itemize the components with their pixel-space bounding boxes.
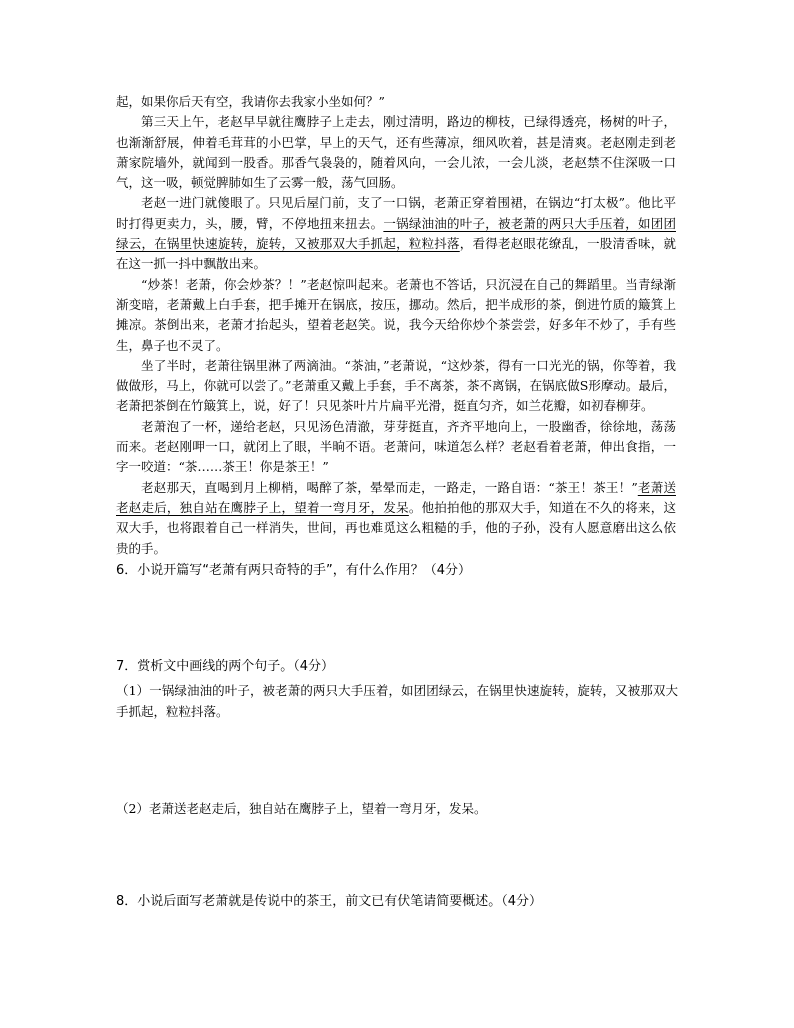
question-6: 6．小说开篇写“老萧有两只奇特的手”，有什么作用？（4分） bbox=[116, 563, 472, 578]
passage-text: 老赵一进门就傻眼了。只见后屋门前，支了一口锅，老萧正穿着围裙，在锅边“打太极”。他比平时打得更卖力，头，腰，臂，不停地扭来扭去。 bbox=[116, 195, 676, 231]
passage-paragraph-0: 起，如果你后天有空，我请你去我家小坐如何？” bbox=[116, 94, 385, 109]
question-7: 7．赏析文中画线的两个句子。（4分） bbox=[116, 659, 335, 674]
question-7-sentence-2: （2）老萧送老赵走后，独自站在鹰脖子上，望着一弯月牙，发呆。 bbox=[116, 801, 487, 816]
passage-text: 老赵那天，直喝到月上柳梢，喝醉了茶，晕晕而走，一路走，一路自语：“茶王！茶王！” bbox=[141, 479, 638, 495]
passage-paragraph-4: 坐了半时，老萧往锅里淋了两滴油。“茶油，”老萧说，“这炒茶，得有一口光光的锅，你等着，我做做形，马上，你就可以尝了。”老萧重又戴上手套，手不离茶，茶不离锅，在锅底做S形摩动。最后，老萧把茶倒在竹簸箕上，说，好了！只见茶叶片片扁平光滑，挺直匀齐，如兰花瓣，如初春柳芽。 bbox=[116, 357, 676, 414]
passage-paragraph-1: 第三天上午，老赵早早就往鹰脖子上走去，刚过清明，路边的柳枝，已绿得透亮，杨树的叶子，也渐渐舒展，伸着毛茸茸的小巴掌，早上的天气，还有些薄凉，细风吹着，甚是清爽。老赵刚走到老萧家院墙外，就闻到一股香。那香气袅袅的，随着风向，一会儿浓，一会儿淡，老赵禁不住深吸一口气，这一吸，顿觉脾肺如生了云雾一般，荡气回肠。 bbox=[116, 114, 676, 191]
passage-paragraph-5: 老萧泡了一杯，递给老赵，只见汤色清澈，芽芽挺直，齐齐平地向上，一股幽香，徐徐地，荡荡而来。老赵刚呷一口，就闭上了眼，半晌不语。老萧问，味道怎么样？老赵看着老萧，伸出食指，一字一咬道：“茶……茶王！你是茶王！” bbox=[116, 418, 676, 475]
underlined-sentence-2: 老萧送老赵走后，独自站在鹰脖子上，望着一弯月牙，发呆 bbox=[116, 479, 676, 515]
passage-paragraph-2 bbox=[116, 193, 676, 274]
question-7-sentence-1: （1）一锅绿油油的叶子，被老萧的两只大手压着，如团团绿云，在锅里快速旋转，旋转，又被那双大手抓起，粒粒抖落。 bbox=[116, 683, 678, 719]
underlined-sentence-1: 一锅绿油油的叶子，被老萧的两只大手压着，如团团绿云，在锅里快速旋转，旋转，又被那双大手抓起，粒粒抖落 bbox=[116, 215, 676, 252]
passage-text: 。他拍拍他的那双大手，知道在不久的将来，这双大手，也将跟着自己一样消失，世间，再也难觅这么粗糙的手，他的子孙，没有人愿意磨出这么依贵的手。 bbox=[116, 499, 676, 556]
passage-text: ，看得老赵眼花缭乱，一股清香味，就在这一抓一抖中飘散出来。 bbox=[116, 236, 676, 272]
question-8: 8．小说后面写老萧就是传说中的茶王，前文已有伏笔请简要概述。（4分） bbox=[116, 894, 543, 909]
passage-paragraph-6 bbox=[116, 478, 676, 559]
story-passage bbox=[116, 92, 676, 559]
passage-paragraph-3: “炒茶！老萧，你会炒茶？！”老赵惊叫起来。老萧也不答话，只沉浸在自己的舞蹈里。当青绿渐渐变暗，老萧戴上白手套，把手摊开在锅底，按压，挪动。然后，把半成形的茶，倒进竹质的簸箕上摊凉。茶倒出来，老萧才抬起头，望着老赵笑。说，我今天给你炒个茶尝尝，好多年不炒了，手有些生，鼻子也不灵了。 bbox=[116, 276, 676, 353]
